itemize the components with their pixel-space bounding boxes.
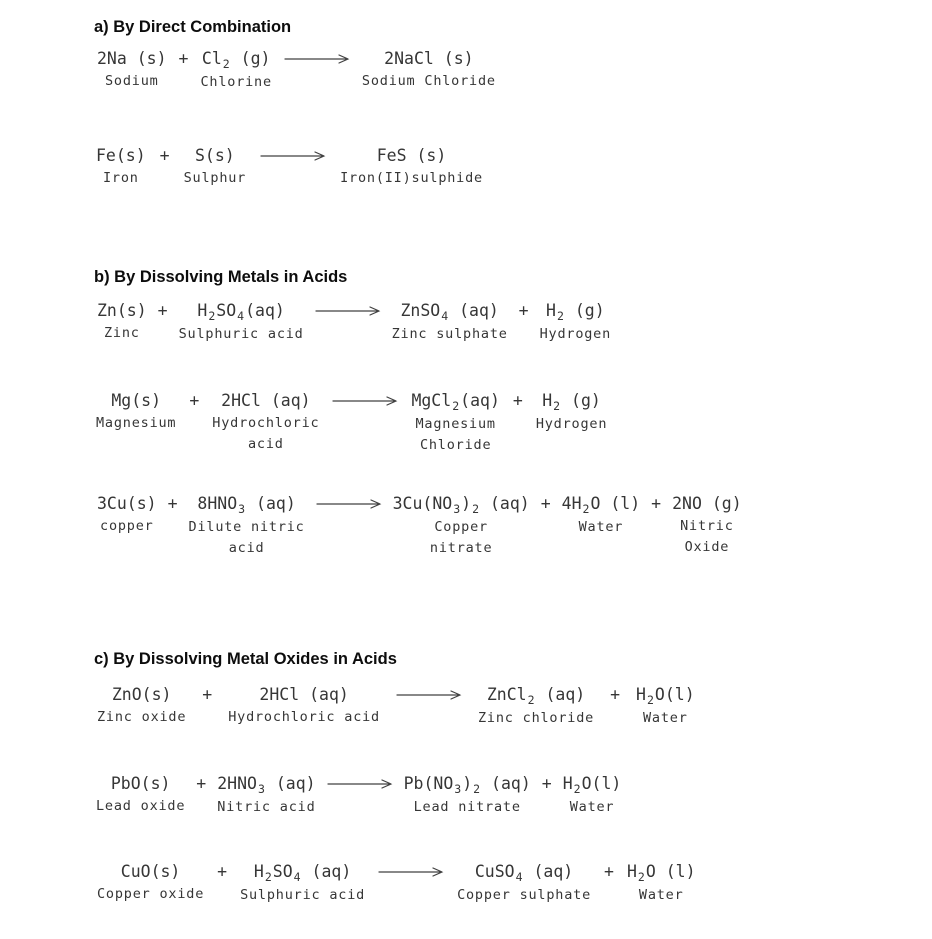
term-formula: 2NO (g)	[672, 494, 742, 513]
subscript: 2	[473, 781, 481, 796]
equation-term	[189, 493, 305, 558]
term-formula: $3Cu(NO_3)_2$ (aq)	[392, 494, 530, 516]
term-formula: $Cl_2$ (g)	[201, 49, 271, 71]
subscript: 2	[527, 692, 535, 707]
subscript: 4	[293, 869, 301, 884]
equation-term	[392, 300, 508, 344]
subscript: 4	[441, 308, 449, 323]
term-formula: $H_2$ (g)	[546, 301, 605, 323]
term-label: Copper sulphate	[457, 887, 591, 903]
term-label: Hydrochloric acid	[228, 709, 380, 725]
subscript: 2	[553, 398, 561, 413]
term-formula: $H_2O(l)$	[562, 774, 622, 796]
equation-row-c2	[96, 773, 621, 817]
term-label: Sulphuric acid	[240, 887, 366, 903]
term-label: Lead oxide	[96, 798, 186, 814]
term-label: Sodium Chloride	[361, 73, 496, 89]
reaction-arrow-icon	[315, 300, 381, 322]
term-label: copper	[100, 518, 154, 534]
term-label: Copper	[434, 519, 488, 535]
plus-sign: +	[512, 391, 523, 410]
term-formula: 2HCl (aq)	[221, 391, 311, 410]
equation-term	[627, 861, 696, 905]
term-label: Sulphuric acid	[178, 326, 304, 342]
term-formula: $H_2SO_4$ (aq)	[253, 862, 352, 884]
equation-row-a1	[97, 48, 496, 92]
term-label: acid	[228, 540, 265, 556]
term-label: Chloride	[419, 437, 492, 453]
subscript: 2	[472, 501, 480, 516]
term-label: Hydrogen	[535, 416, 608, 432]
term-label: Zinc sulphate	[391, 326, 508, 342]
plus-sign: +	[189, 391, 200, 410]
equation-term	[97, 48, 167, 91]
term-formula: 2NaCl (s)	[384, 49, 474, 68]
term-label: Magnesium	[96, 415, 177, 431]
term-label: Nitric	[680, 518, 734, 534]
term-formula: $H_2O(l)$	[636, 685, 695, 707]
equation-term	[562, 493, 641, 537]
term-label: nitrate	[429, 540, 493, 556]
term-formula: Zn(s)	[97, 301, 147, 320]
equation-term	[457, 861, 591, 905]
term-label: Dilute nitric	[188, 519, 305, 535]
subscript: 2	[208, 308, 216, 323]
plus-sign: +	[610, 685, 620, 704]
plus-sign: +	[540, 494, 551, 513]
equation-term	[217, 773, 315, 817]
term-formula: 2Na (s)	[97, 49, 167, 68]
term-label: Iron(II)sulphide	[340, 170, 483, 186]
equation-term	[184, 145, 247, 188]
plus-sign: +	[518, 301, 529, 320]
term-label: Zinc	[103, 325, 140, 341]
term-formula: S(s)	[194, 146, 235, 165]
subscript: 2	[573, 781, 581, 796]
term-formula: Fe(s)	[96, 146, 146, 165]
equation-row-b3	[97, 493, 742, 558]
plus-sign: +	[651, 494, 662, 513]
reaction-arrow-icon	[396, 684, 462, 706]
equation-term	[96, 145, 146, 188]
equation-term	[536, 390, 607, 434]
equation-term	[404, 773, 531, 817]
subscript: 4	[237, 308, 245, 323]
term-label: Oxide	[684, 539, 730, 555]
term-formula: CuO(s)	[120, 862, 181, 881]
equation-term	[478, 684, 594, 728]
equation-term	[563, 773, 622, 817]
term-label: Magnesium	[415, 416, 496, 432]
term-label: Iron	[102, 170, 139, 186]
equation-term	[540, 300, 611, 344]
term-formula: $H_2O$ (l)	[626, 862, 696, 884]
reaction-arrow-icon	[284, 48, 350, 70]
term-formula: $8HNO_3$ (aq)	[197, 494, 296, 516]
term-formula: 2HCl (aq)	[259, 685, 349, 704]
equation-term	[362, 48, 496, 91]
reaction-arrow-icon	[378, 861, 444, 883]
plus-sign: +	[604, 862, 614, 881]
subscript: 3	[238, 501, 246, 516]
subscript: 2	[222, 56, 230, 71]
subscript: 3	[454, 781, 462, 796]
plus-sign: +	[541, 774, 552, 793]
equation-row-b2	[96, 390, 607, 455]
plus-sign: +	[202, 685, 213, 704]
term-label: Copper oxide	[97, 886, 205, 902]
term-formula: $4H_2O$ (l)	[561, 494, 641, 516]
term-label: Water	[643, 710, 688, 726]
equation-row-c3	[97, 861, 696, 905]
term-label: Hydrogen	[539, 326, 612, 342]
term-label: Nitric acid	[217, 799, 316, 815]
equation-term	[200, 48, 271, 92]
term-formula: $H_2SO_4(aq)$	[197, 301, 285, 323]
term-label: acid	[248, 436, 284, 452]
equation-term	[97, 493, 157, 536]
plus-sign: +	[178, 49, 189, 68]
equation-term	[393, 493, 530, 558]
subscript: 2	[637, 869, 645, 884]
term-label: Lead nitrate	[413, 799, 521, 815]
term-label: Chlorine	[200, 74, 272, 90]
plus-sign: +	[159, 146, 170, 165]
plus-sign: +	[157, 301, 168, 320]
section-heading-b: b) By Dissolving Metals in Acids	[94, 268, 348, 286]
term-formula: PbO(s)	[110, 774, 171, 793]
equation-term	[228, 684, 380, 727]
equation-term	[97, 861, 204, 904]
term-label: Water	[638, 887, 684, 903]
term-formula: $H_2$ (g)	[542, 391, 601, 413]
subscript: 4	[515, 869, 523, 884]
plus-sign: +	[217, 862, 228, 881]
plus-sign: +	[167, 494, 178, 513]
equation-row-a2	[96, 145, 483, 188]
term-formula: $2HNO_3$ (aq)	[217, 774, 316, 796]
equation-term	[340, 145, 483, 188]
subscript: 3	[257, 781, 265, 796]
reaction-arrow-icon	[260, 145, 326, 167]
term-label: Water	[569, 799, 615, 815]
term-formula: 3Cu(s)	[97, 494, 157, 513]
equation-term	[179, 300, 304, 344]
term-formula: MgCl$_2$(aq)	[411, 391, 500, 413]
term-formula: CuSO$_4$ (aq)	[474, 862, 574, 884]
equation-term	[97, 300, 147, 343]
term-formula: $Pb(NO_3)_2$ (aq)	[403, 774, 531, 796]
equation-term	[96, 390, 176, 433]
section-heading-a: a) By Direct Combination	[94, 18, 292, 36]
equation-term	[240, 861, 365, 905]
term-formula: Mg(s)	[111, 391, 162, 410]
equation-term	[636, 684, 695, 728]
reaction-arrow-icon	[327, 773, 393, 795]
term-formula: ZnO(s)	[111, 685, 172, 704]
subscript: 2	[452, 398, 460, 413]
reaction-arrow-icon	[332, 390, 398, 412]
term-formula: ZnSO$_4$ (aq)	[400, 301, 499, 323]
term-label: Water	[578, 519, 624, 535]
equation-term	[212, 390, 319, 454]
term-label: Hydrochloric	[212, 415, 320, 431]
term-label: Sulphur	[183, 170, 247, 186]
term-label: Zinc chloride	[478, 710, 595, 726]
subscript: 2	[556, 308, 564, 323]
equation-term	[96, 773, 185, 816]
equation-row-c1	[97, 684, 695, 728]
term-label: Sodium	[104, 73, 159, 89]
plus-sign: +	[196, 774, 207, 793]
subscript: 2	[646, 692, 654, 707]
subscript: 3	[453, 501, 461, 516]
subscript: 2	[582, 501, 590, 516]
equation-row-b1	[97, 300, 611, 344]
reaction-arrow-icon	[316, 493, 382, 515]
term-formula: FeS (s)	[376, 146, 447, 165]
section-heading-c: c) By Dissolving Metal Oxides in Acids	[94, 650, 397, 668]
term-formula: ZnCl$_2$ (aq)	[486, 685, 586, 707]
equation-term	[411, 390, 499, 455]
equation-term	[672, 493, 742, 557]
equation-term	[97, 684, 186, 727]
term-label: Zinc oxide	[97, 709, 187, 725]
subscript: 2	[264, 869, 272, 884]
